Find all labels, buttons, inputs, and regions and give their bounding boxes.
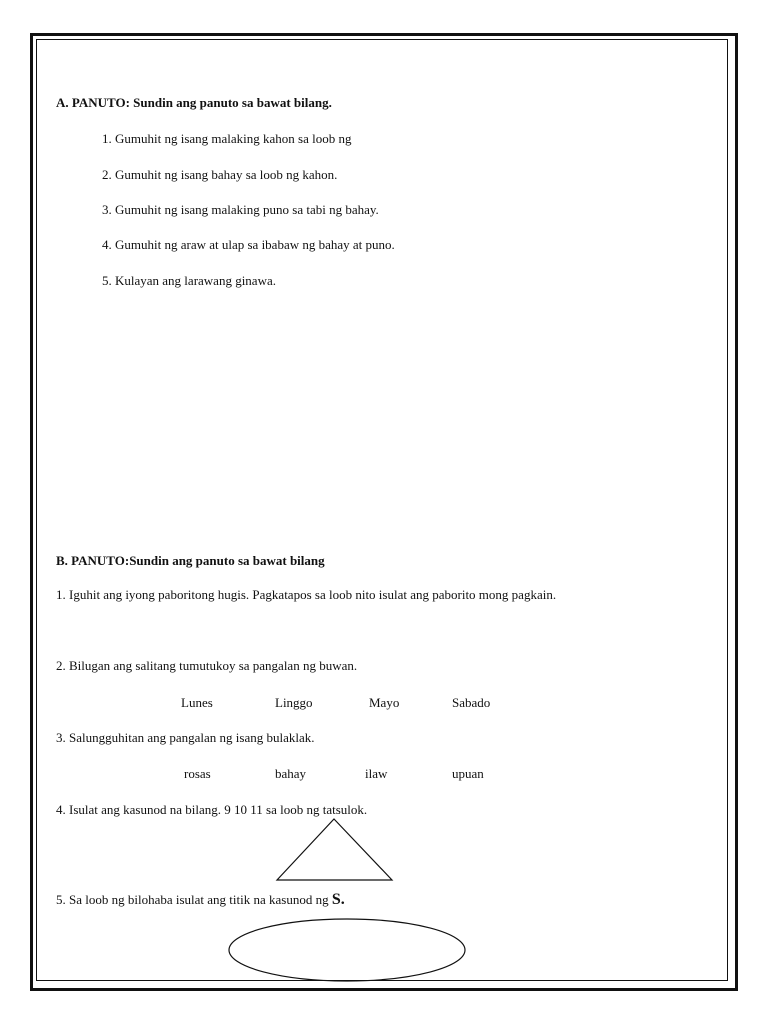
oval-shape [224, 915, 470, 985]
section-a-item-1: 1. Gumuhit ng isang malaking kahon sa loob ng [102, 131, 352, 146]
section-b-item-4: 4. Isulat ang kasunod na bilang. 9 10 11 sa loob ng tatsulok. [56, 802, 368, 817]
choice-word: ilaw [365, 766, 388, 781]
section-a-item-2: 2. Gumuhit ng isang bahay sa loob ng kahon. [102, 167, 338, 182]
choice-word: Mayo [369, 695, 400, 710]
choice-word: bahay [275, 766, 307, 781]
choice-word: Sabado [452, 695, 491, 710]
choice-word: upuan [452, 766, 484, 781]
section-b-item-5 [56, 892, 345, 908]
section-a-heading: A. PANUTO: Sundin ang panuto sa bawat bilang. [56, 95, 332, 110]
section-b-heading: B. PANUTO:Sundin ang panuto sa bawat bilang [56, 553, 325, 568]
section-a-item-5: 5. Kulayan ang larawang ginawa. [102, 273, 276, 288]
triangle-shape [270, 816, 400, 886]
section-b-item-1: 1. Iguhit ang iyong paboritong hugis. Pagkatapos sa loob nito isulat ang paborito mong pagkain. [56, 587, 557, 602]
section-a-item-4: 4. Gumuhit ng araw at ulap sa ibabaw ng bahay at puno. [102, 237, 395, 252]
section-a-item-3: 3. Gumuhit ng isang malaking puno sa tabi ng bahay. [102, 202, 379, 217]
section-b-item-2: 2. Bilugan ang salitang tumutukoy sa pangalan ng buwan. [56, 658, 358, 673]
choice-word: Linggo [275, 695, 313, 710]
section-b-item-3: 3. Salungguhitan ang pangalan ng isang bulaklak. [56, 730, 315, 745]
item-5-text: 5. Sa loob ng bilohaba isulat ang titik na kasunod ng [56, 892, 329, 907]
choice-word: rosas [184, 766, 211, 781]
choice-word: Lunes [181, 695, 213, 710]
item-5-letter: S. [331, 891, 345, 908]
